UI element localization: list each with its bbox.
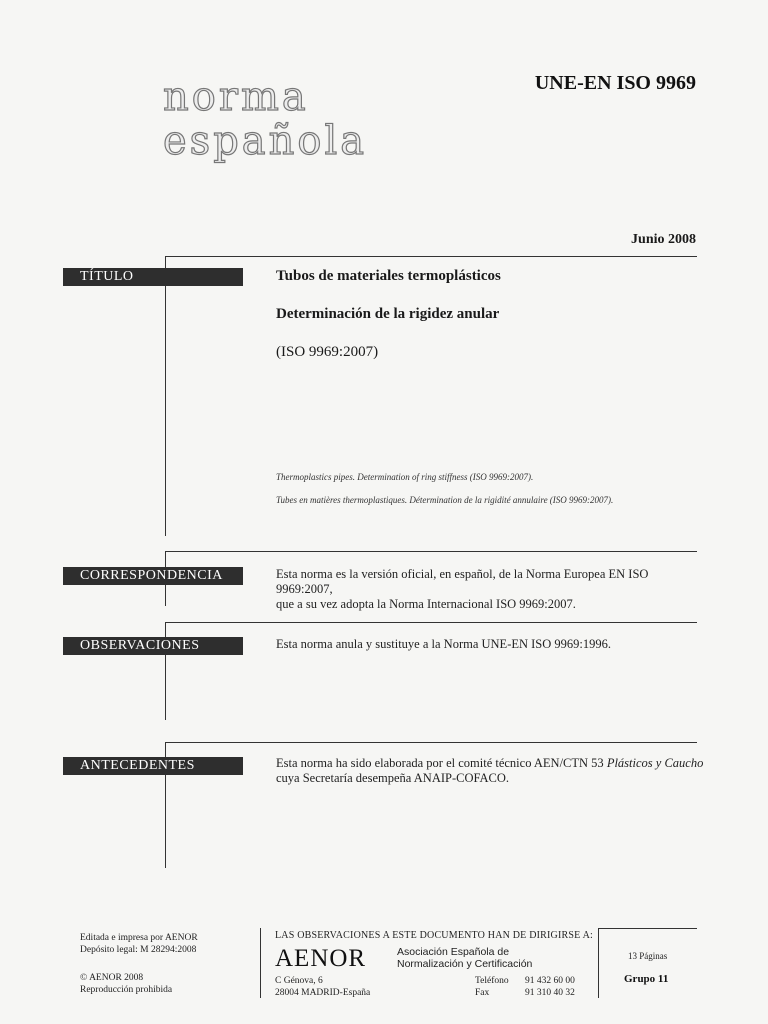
- aenor-full-name-line-2: Normalización y Certificación: [397, 958, 533, 970]
- titulo-top-rule: [165, 256, 697, 257]
- page-count: 13 Páginas: [628, 951, 668, 961]
- correspondencia-line-1: Esta norma es la versión oficial, en español, de la Norma Europea EN ISO 9969:2007,: [276, 567, 649, 596]
- ant-top-rule: [165, 742, 697, 743]
- label-antecedentes: ANTECEDENTES: [63, 757, 243, 775]
- label-titulo: TÍTULO: [63, 268, 243, 286]
- title-ref: (ISO 9969:2007): [276, 344, 379, 360]
- fax-label: Fax: [475, 988, 490, 998]
- reproduction-notice: Reproducción prohibida: [80, 985, 173, 995]
- antecedentes-committee-name: Plásticos y Caucho: [606, 756, 704, 770]
- phone-label: Teléfono: [475, 976, 509, 986]
- antecedentes-line-1: [276, 756, 706, 771]
- fax-row: [475, 987, 575, 999]
- logo-norma: norma: [163, 74, 309, 120]
- legal-deposit: Depósito legal: M 28294:2008: [80, 945, 197, 955]
- title-english: Thermoplastics pipes. Determination of ring stiffness (ISO 9969:2007).: [276, 472, 534, 482]
- publication-date: Junio 2008: [631, 232, 696, 247]
- aenor-full-name: [397, 946, 532, 970]
- antecedentes-line-2: cuya Secretaría desempeña ANAIP-COFACO.: [276, 771, 510, 785]
- label-correspondencia: CORRESPONDENCIA: [63, 567, 243, 585]
- price-group: Grupo 11: [624, 973, 669, 985]
- standard-id: UNE-EN ISO 9969: [534, 72, 696, 94]
- copyright-info: [80, 972, 172, 996]
- address-street: C Génova, 6: [275, 976, 323, 986]
- publisher-line-1: Editada e impresa por AENOR: [80, 933, 198, 943]
- logo-espanola: española: [163, 118, 368, 164]
- observations-note: LAS OBSERVACIONES A ESTE DOCUMENTO HAN DE DIRIGIRSE A:: [275, 930, 593, 941]
- title-main: Tubos de materiales termoplásticos: [276, 268, 501, 284]
- fax-value: 91 310 40 32: [525, 988, 575, 998]
- footer-divider-left: [260, 928, 261, 998]
- antecedentes-line-1-main: Esta norma ha sido elaborada por el comité técnico AEN/CTN 53: [276, 756, 607, 770]
- aenor-logo-text: AENOR: [275, 945, 367, 972]
- label-observaciones: OBSERVACIONES: [63, 637, 243, 655]
- title-french: Tubes en matières thermoplastiques. Détermination de la rigidité annulaire (ISO 9969:2007).: [276, 495, 614, 505]
- aenor-full-name-line-1: Asociación Española de: [397, 946, 510, 958]
- observaciones-text: Esta norma anula y sustituye a la Norma UNE-EN ISO 9969:1996.: [276, 637, 612, 651]
- address-city: 28004 MADRID-España: [275, 988, 371, 998]
- corr-top-rule: [165, 551, 697, 552]
- obs-top-rule: [165, 622, 697, 623]
- phone-row: [475, 975, 575, 987]
- copyright-line: © AENOR 2008: [80, 973, 144, 983]
- title-sub: Determinación de la rigidez anular: [276, 306, 500, 322]
- publisher-info: [80, 932, 198, 956]
- correspondencia-text: [276, 567, 706, 612]
- phone-value: 91 432 60 00: [525, 976, 575, 986]
- antecedentes-text: [276, 756, 706, 786]
- footer-box-top: [598, 928, 697, 929]
- titulo-side-rule: [165, 256, 166, 536]
- aenor-address: [275, 975, 370, 999]
- correspondencia-line-2: que a su vez adopta la Norma Internacional ISO 9969:2007.: [276, 597, 576, 611]
- aenor-contact: [475, 975, 575, 999]
- footer-divider-right: [598, 928, 599, 998]
